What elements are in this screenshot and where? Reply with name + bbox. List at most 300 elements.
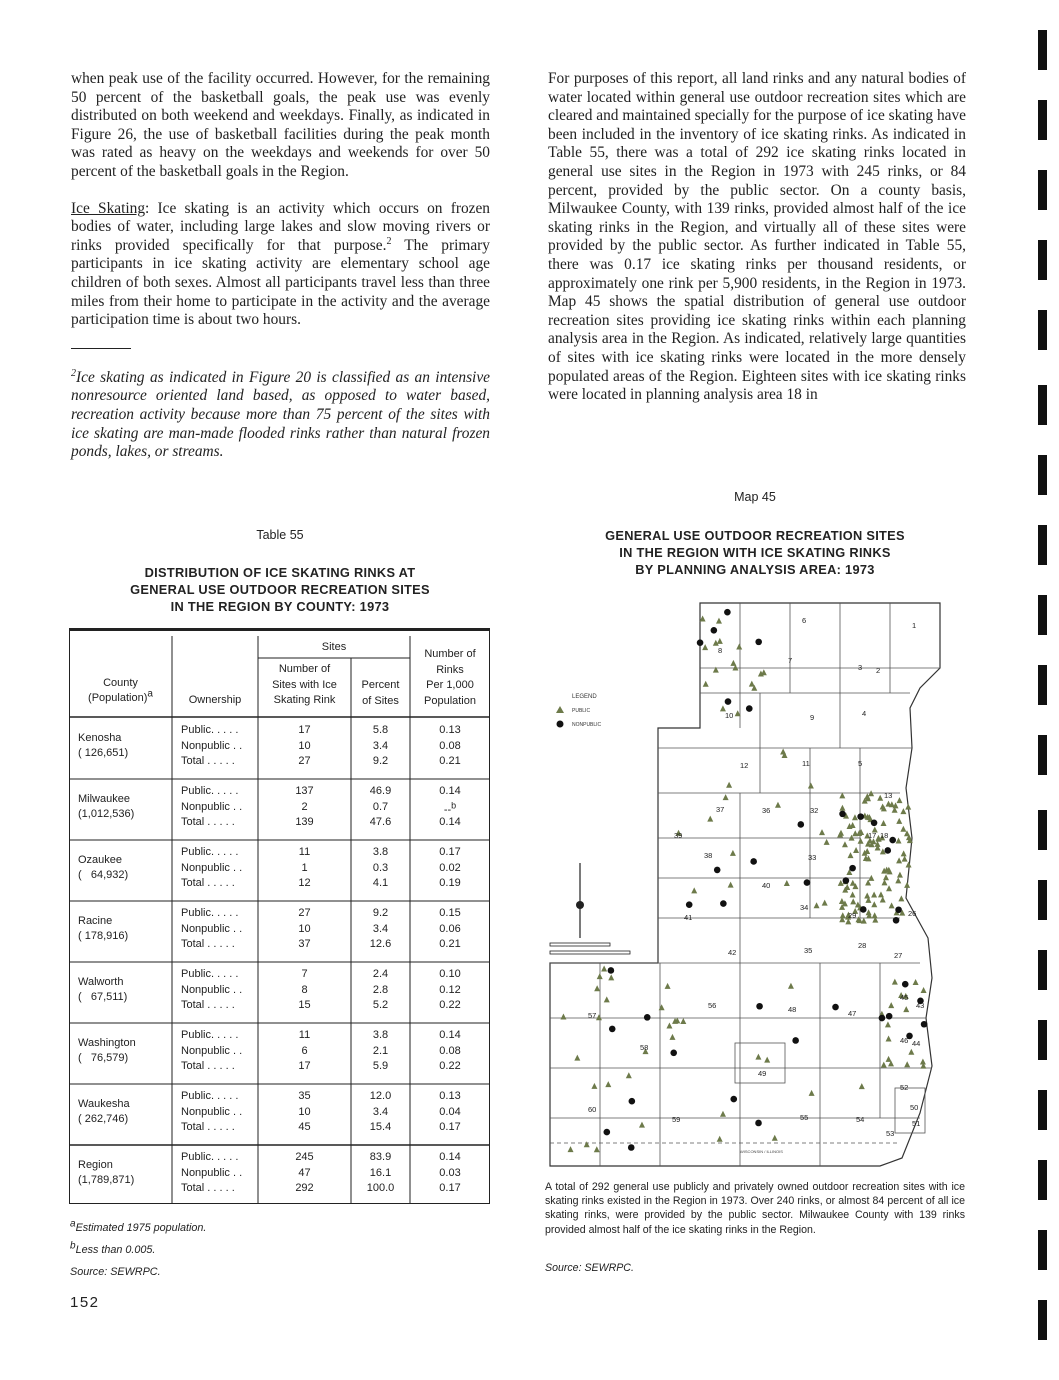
public-site-marker bbox=[921, 987, 927, 993]
area-number-label: 52 bbox=[900, 1083, 909, 1092]
public-site-marker bbox=[852, 814, 858, 820]
sites-cell: 137 bbox=[295, 785, 314, 797]
nonpublic-site-marker bbox=[792, 1037, 799, 1044]
county-population: ( 178,916) bbox=[78, 930, 129, 942]
public-site-marker bbox=[871, 901, 877, 907]
ownership-cell: Public. . . . . bbox=[181, 1029, 239, 1041]
public-site-marker bbox=[881, 1062, 887, 1068]
public-site-marker bbox=[639, 1122, 645, 1128]
public-site-marker bbox=[908, 1049, 914, 1055]
rinks-cell: 0.21 bbox=[439, 938, 461, 950]
area-number-label: 2 bbox=[876, 666, 881, 675]
public-site-marker bbox=[906, 862, 912, 868]
paragraph-inventory: For purposes of this report, all land rinks and any natural bodies of water located within general use outdoor recreation sites which are cleared and maintained specially for the purpose of ice skating have been included in the inventory of ice skating rinks. As indicated in Table 55, there was a total of 292 ice skating rinks located in general use sites in the Region in 1973 with 245 rinks, or 84 percent, provided by the public sector. On a county basis, Milwaukee County, with 139 rinks, provided almost half of the ice skating rinks in the Region, and virtually all of these sites were provided by the public sector. As further indicated in Table 55, there was 0.17 ice skating rinks per thousand residents, or approximately one rink per 5,900 residents, in the Region in 1973. Map 45 shows the spatial distribution of general use outdoor recreation sites providing ice skating rinks within each planning analysis area in the Region. As indicated, relatively large quantities of sites with ice skating rinks were located in the more densely populated areas of the Region. Eighteen sites with ice skating rinks were located in planning analysis area 18 in bbox=[548, 70, 966, 404]
public-site-marker bbox=[858, 838, 864, 844]
nonpublic-site-marker bbox=[714, 867, 721, 874]
rinks-cell: 0.14 bbox=[439, 1029, 461, 1041]
public-site-marker bbox=[713, 667, 719, 673]
public-site-marker bbox=[730, 850, 736, 856]
ownership-cell: Nonpublic . . bbox=[181, 983, 243, 996]
edge-mark bbox=[1038, 950, 1047, 990]
scale-bar bbox=[550, 943, 610, 946]
rinks-cell: 0.10 bbox=[439, 968, 461, 980]
percent-cell: 5.9 bbox=[372, 1060, 389, 1072]
public-site-marker bbox=[889, 902, 895, 908]
ownership-cell: Total . . . . . bbox=[181, 816, 235, 828]
percent-cell: 46.9 bbox=[369, 785, 392, 797]
percent-cell: 15.4 bbox=[369, 1121, 392, 1133]
map-label: Map 45 bbox=[734, 490, 776, 504]
ownership-cell: Total . . . . . bbox=[181, 1182, 235, 1194]
nonpublic-site-marker bbox=[730, 1096, 737, 1103]
header-rinks-per-1000: Number of Rinks Per 1,000 Population bbox=[424, 648, 476, 707]
area-number-label: 40 bbox=[762, 881, 771, 890]
sites-cell: 7 bbox=[301, 968, 308, 980]
area-number-label: 60 bbox=[588, 1105, 597, 1114]
county-name: Region bbox=[78, 1159, 113, 1171]
public-site-marker bbox=[728, 882, 734, 888]
nonpublic-site-marker bbox=[893, 917, 900, 924]
public-site-marker bbox=[596, 1014, 602, 1020]
nonpublic-site-marker bbox=[860, 906, 867, 913]
sites-cell: 10 bbox=[298, 922, 311, 935]
percent-cell: 9.2 bbox=[372, 755, 389, 767]
nonpublic-site-marker bbox=[879, 1015, 886, 1022]
area-number-label: 12 bbox=[740, 761, 749, 770]
public-site-marker bbox=[717, 1136, 723, 1142]
public-site-marker bbox=[852, 830, 858, 836]
area-number-label: 44 bbox=[912, 1039, 921, 1048]
nonpublic-site-marker bbox=[670, 1050, 677, 1057]
county-population: ( 262,746) bbox=[78, 1113, 129, 1125]
nonpublic-site-marker bbox=[839, 811, 846, 818]
public-site-marker bbox=[881, 820, 887, 826]
map-area-labels bbox=[588, 616, 924, 1138]
rinks-cell: 0.14 bbox=[439, 785, 461, 797]
area-number-label: 3 bbox=[858, 663, 863, 672]
public-site-marker bbox=[900, 826, 906, 832]
area-number-label: 18 bbox=[880, 831, 889, 840]
public-site-marker bbox=[895, 877, 901, 883]
ownership-cell: Total . . . . . bbox=[181, 877, 235, 889]
nonpublic-site-marker bbox=[921, 1021, 928, 1028]
county-name: Kenosha bbox=[78, 732, 122, 744]
area-number-label: 1 bbox=[912, 621, 917, 630]
area-number-label: 4 bbox=[862, 709, 867, 718]
paragraph-ice-skating: Ice Skating: Ice skating is an activity which occurs on frozen bodies of water, including large lakes and slow moving rivers or rinks provided specifically for that purpose.$^2$ The primary participants in ice skating activity are elementary school age children of both sexes. Almost all participants travel less than three miles from their home to participate in the activity and the average participation time is about two hours. bbox=[71, 199, 490, 329]
percent-cell: 2.4 bbox=[372, 968, 389, 980]
rinks-cell: 0.08 bbox=[439, 739, 461, 752]
area-number-label: 29 bbox=[848, 911, 857, 920]
sites-cell: 10 bbox=[298, 739, 311, 752]
nonpublic-site-marker bbox=[725, 698, 732, 705]
percent-cell: 3.8 bbox=[372, 846, 389, 858]
nonpublic-site-marker bbox=[884, 847, 891, 854]
sites-cell: 17 bbox=[298, 724, 311, 736]
public-site-marker bbox=[730, 660, 736, 666]
edge-mark bbox=[1038, 1300, 1047, 1340]
area-number-label: 59 bbox=[672, 1115, 681, 1124]
nonpublic-site-marker bbox=[755, 1120, 762, 1127]
edge-mark bbox=[1038, 525, 1047, 565]
rinks-cell: 0.02 bbox=[439, 861, 461, 874]
public-site-marker bbox=[853, 847, 859, 853]
nonpublic-site-marker bbox=[902, 981, 909, 988]
public-site-marker bbox=[814, 902, 820, 908]
county-population: ( 64,932) bbox=[78, 869, 129, 881]
rinks-cell: 0.17 bbox=[439, 846, 461, 858]
sites-cell: 27 bbox=[298, 755, 311, 767]
state-line-label: WISCONSIN / ILLINOIS bbox=[740, 1149, 783, 1154]
nonpublic-site-marker bbox=[720, 900, 727, 907]
public-site-marker bbox=[901, 850, 907, 856]
edge-mark bbox=[1038, 1090, 1047, 1130]
public-site-marker bbox=[659, 1004, 665, 1010]
rinks-cell: 0.22 bbox=[439, 999, 461, 1011]
area-number-label: 17 bbox=[868, 831, 877, 840]
map-45 bbox=[540, 598, 970, 1173]
nonpublic-site-marker bbox=[871, 819, 878, 826]
public-site-marker bbox=[680, 1018, 686, 1024]
public-site-marker bbox=[784, 880, 790, 886]
public-site-marker bbox=[669, 1034, 675, 1040]
header-ownership: Ownership bbox=[188, 694, 242, 706]
rinks-cell: 0.13 bbox=[439, 1090, 461, 1102]
public-site-marker bbox=[904, 882, 910, 888]
ownership-cell: Nonpublic . . bbox=[181, 922, 243, 935]
public-site-marker bbox=[604, 996, 610, 1002]
ownership-cell: Public. . . . . bbox=[181, 1151, 239, 1163]
public-site-marker bbox=[560, 1013, 566, 1019]
county-name: Racine bbox=[78, 915, 113, 927]
county-name: Washington bbox=[78, 1037, 136, 1049]
area-number-label: 6 bbox=[802, 616, 807, 625]
public-site-marker bbox=[775, 802, 781, 808]
area-number-label: 36 bbox=[762, 806, 771, 815]
public-site-marker bbox=[848, 852, 854, 858]
percent-cell: 2.1 bbox=[372, 1044, 389, 1057]
public-site-marker bbox=[665, 983, 671, 989]
county-population: ( 67,511) bbox=[78, 991, 128, 1003]
public-site-marker bbox=[877, 795, 883, 801]
public-site-marker bbox=[883, 874, 889, 880]
area-number-label: 13 bbox=[884, 791, 893, 800]
table-notes: $^a$Estimated 1975 population. $^b$Less than 0.005. Source: SEWRPC. bbox=[70, 1217, 206, 1283]
percent-cell: 47.6 bbox=[369, 816, 392, 828]
public-site-marker bbox=[861, 918, 867, 924]
area-number-label: 53 bbox=[886, 1129, 895, 1138]
paragraph-basketball: when peak use of the facility occurred. However, for the remaining 50 percent of the basketball goals, the peak use was evenly distributed on both weekend and weekdays. Finally, as indicated in Figure 26, the use of basketball facilities during the peak month was rated as heavy on the weekdays and weekends for over 50 percent of the basketball goals in the Region. bbox=[71, 70, 490, 180]
public-site-marker bbox=[568, 1146, 574, 1152]
percent-cell: 9.2 bbox=[372, 907, 389, 919]
percent-cell: 5.2 bbox=[372, 999, 389, 1011]
ownership-cell: Nonpublic . . bbox=[181, 1105, 243, 1118]
county-population: (1,012,536) bbox=[78, 808, 135, 820]
public-site-marker bbox=[736, 643, 742, 649]
rinks-cell: --$^b$ bbox=[443, 799, 457, 816]
ownership-cell: Public. . . . . bbox=[181, 785, 239, 797]
rinks-cell: 0.13 bbox=[439, 724, 461, 736]
public-site-marker bbox=[886, 885, 892, 891]
nonpublic-site-marker bbox=[608, 967, 615, 974]
public-site-marker bbox=[896, 818, 902, 824]
rinks-cell: 0.14 bbox=[439, 816, 461, 828]
area-number-label: 58 bbox=[640, 1043, 649, 1052]
sites-cell: 2 bbox=[301, 800, 308, 813]
public-site-marker bbox=[913, 979, 919, 985]
area-number-label: 27 bbox=[894, 951, 903, 960]
percent-cell: 83.9 bbox=[369, 1151, 392, 1163]
rinks-cell: 0.03 bbox=[439, 1166, 461, 1179]
public-site-marker bbox=[574, 1055, 580, 1061]
public-site-marker bbox=[809, 1090, 815, 1096]
area-number-label: 28 bbox=[858, 941, 867, 950]
public-site-marker bbox=[850, 891, 856, 897]
public-site-marker bbox=[772, 1135, 778, 1141]
percent-cell: 3.4 bbox=[372, 922, 389, 935]
nonpublic-site-marker bbox=[849, 865, 856, 872]
edge-mark bbox=[1038, 595, 1047, 635]
sites-cell: 27 bbox=[298, 907, 311, 919]
public-site-marker bbox=[601, 965, 607, 971]
percent-cell: 2.8 bbox=[372, 983, 389, 996]
percent-cell: 0.7 bbox=[372, 800, 389, 813]
rinks-cell: 0.22 bbox=[439, 1060, 461, 1072]
public-site-marker bbox=[850, 880, 856, 886]
public-site-marker bbox=[886, 1036, 892, 1042]
county-name: Milwaukee bbox=[78, 793, 130, 805]
area-number-label: 38 bbox=[704, 851, 713, 860]
edge-mark bbox=[1038, 880, 1047, 920]
ownership-cell: Nonpublic . . bbox=[181, 739, 243, 752]
page-number: 152 bbox=[70, 1294, 100, 1311]
public-site-marker bbox=[902, 856, 908, 862]
public-site-marker bbox=[903, 1006, 909, 1012]
edge-mark bbox=[1038, 385, 1047, 425]
public-site-marker bbox=[764, 1057, 770, 1063]
percent-cell: 12.6 bbox=[369, 938, 392, 950]
table-label: Table 55 bbox=[256, 528, 304, 542]
public-site-marker bbox=[905, 804, 911, 810]
rinks-cell: 0.06 bbox=[439, 922, 461, 935]
ownership-cell: Total . . . . . bbox=[181, 1121, 235, 1133]
sites-cell: 6 bbox=[301, 1044, 308, 1057]
map-caption: A total of 292 general use publicly and privately owned outdoor recreation sites with ice skating rinks existed in the Region in 1973. Over 240 rinks, or almost 84 percent of all ice skating rinks, were provided by the public sector. Milwaukee County with 139 rinks provided almost half of the ice skating rinks in the Region. bbox=[545, 1181, 965, 1236]
sites-cell: 12 bbox=[298, 877, 311, 889]
rinks-cell: 0.17 bbox=[439, 1182, 461, 1194]
table-title: DISTRIBUTION OF ICE SKATING RINKS AT GENERAL USE OUTDOOR RECREATION SITES IN THE REGION BY COUNTY: 1973 bbox=[130, 565, 430, 614]
nonpublic-site-marker bbox=[889, 837, 896, 844]
area-number-label: 57 bbox=[588, 1011, 597, 1020]
public-site-marker bbox=[594, 1146, 600, 1152]
area-number-label: 56 bbox=[708, 1001, 717, 1010]
sites-cell: 47 bbox=[298, 1166, 311, 1179]
sites-cell: 11 bbox=[298, 846, 311, 858]
nonpublic-site-marker bbox=[609, 1026, 616, 1033]
public-site-marker bbox=[897, 797, 903, 803]
public-site-marker bbox=[892, 979, 898, 985]
area-number-label: 7 bbox=[788, 656, 793, 665]
public-site-marker bbox=[723, 794, 729, 800]
ownership-cell: Total . . . . . bbox=[181, 755, 235, 767]
area-number-label: 32 bbox=[810, 806, 819, 815]
area-number-label: 37 bbox=[716, 805, 725, 814]
area-number-label: 47 bbox=[848, 1009, 857, 1018]
edge-mark bbox=[1038, 1020, 1047, 1060]
legend-public-icon bbox=[556, 706, 564, 713]
percent-cell: 4.1 bbox=[372, 877, 389, 889]
public-site-marker bbox=[703, 681, 709, 687]
public-site-marker bbox=[591, 1083, 597, 1089]
rinks-cell: 0.08 bbox=[439, 1044, 461, 1057]
area-number-label: 9 bbox=[810, 713, 815, 722]
area-number-label: 39 bbox=[674, 831, 683, 840]
nonpublic-site-marker bbox=[686, 901, 693, 908]
public-site-marker bbox=[900, 808, 906, 814]
area-number-label: 50 bbox=[910, 1103, 919, 1112]
nonpublic-site-marker bbox=[755, 639, 762, 646]
public-site-marker bbox=[864, 892, 870, 898]
legend-nonpublic-label: NONPUBLIC bbox=[572, 722, 602, 728]
public-site-marker bbox=[819, 829, 825, 835]
ownership-cell: Public. . . . . bbox=[181, 907, 239, 919]
sites-cell: 15 bbox=[298, 999, 311, 1011]
sites-cell: 17 bbox=[298, 1060, 311, 1072]
nonpublic-site-marker bbox=[629, 1098, 636, 1105]
edge-mark bbox=[1038, 1160, 1047, 1200]
public-site-marker bbox=[886, 1056, 892, 1062]
sites-cell: 1 bbox=[301, 861, 308, 874]
percent-cell: 3.4 bbox=[372, 739, 389, 752]
sites-cell: 245 bbox=[295, 1151, 314, 1163]
public-site-marker bbox=[726, 782, 732, 788]
county-name: Waukesha bbox=[78, 1098, 130, 1110]
edge-mark bbox=[1038, 810, 1047, 850]
header-sites: Sites bbox=[321, 641, 347, 653]
sites-cell: 11 bbox=[298, 1029, 311, 1041]
percent-cell: 5.8 bbox=[372, 724, 389, 736]
area-number-label: 45 bbox=[900, 993, 909, 1002]
ownership-cell: Nonpublic . . bbox=[181, 1166, 243, 1179]
area-number-label: 26 bbox=[908, 909, 917, 918]
rinks-cell: 0.12 bbox=[439, 983, 461, 996]
sites-cell: 139 bbox=[295, 816, 314, 828]
public-site-marker bbox=[608, 974, 614, 980]
sites-cell: 35 bbox=[298, 1090, 311, 1102]
area-number-label: 41 bbox=[684, 913, 693, 922]
public-site-marker bbox=[666, 1023, 672, 1029]
ownership-cell: Total . . . . . bbox=[181, 938, 235, 950]
public-site-marker bbox=[584, 1141, 590, 1147]
edge-mark bbox=[1038, 30, 1047, 70]
percent-cell: 3.4 bbox=[372, 1105, 389, 1118]
sites-cell: 45 bbox=[298, 1121, 311, 1133]
area-number-label: 10 bbox=[725, 711, 734, 720]
county-name: Ozaukee bbox=[78, 854, 123, 866]
public-site-marker bbox=[597, 973, 603, 979]
percent-cell: 12.0 bbox=[369, 1090, 392, 1102]
edge-mark bbox=[1038, 455, 1047, 495]
header-county: County (Population)$^a$ bbox=[88, 677, 153, 704]
public-site-marker bbox=[691, 887, 697, 893]
area-number-label: 8 bbox=[718, 646, 723, 655]
header-number-of-sites: Number of Sites with Ice Skating Rink bbox=[272, 663, 337, 706]
public-site-marker bbox=[850, 898, 856, 904]
public-site-marker bbox=[717, 638, 723, 644]
footnote: $^2$Ice skating as indicated in Figure 20 is classified as an intensive nonresource oriented land based, as opposed to water based, recreation activity because more than 75 percent of the sites with ice skating are man-made flooded rinks rather than natural frozen ponds, lakes, or streams. bbox=[71, 367, 490, 461]
public-site-marker bbox=[842, 841, 848, 847]
ownership-cell: Nonpublic . . bbox=[181, 1044, 243, 1057]
map-source: Source: SEWRPC. bbox=[545, 1262, 634, 1274]
nonpublic-site-marker bbox=[746, 705, 753, 712]
rinks-cell: 0.21 bbox=[439, 755, 461, 767]
header-percent-of-sites: Percent of Sites bbox=[361, 679, 400, 707]
nonpublic-site-marker bbox=[843, 877, 850, 884]
nonpublic-site-marker bbox=[756, 1003, 763, 1010]
public-site-marker bbox=[822, 900, 828, 906]
percent-cell: 100.0 bbox=[366, 1182, 395, 1194]
edge-mark bbox=[1038, 1230, 1047, 1270]
public-site-marker bbox=[878, 891, 884, 897]
area-number-label: 43 bbox=[916, 1001, 925, 1010]
area-number-label: 34 bbox=[800, 903, 809, 912]
area-number-label: 51 bbox=[912, 1119, 921, 1128]
public-site-marker bbox=[788, 983, 794, 989]
legend-title: LEGEND bbox=[572, 694, 597, 700]
note-b: Less than 0.005. bbox=[75, 1244, 156, 1256]
nonpublic-site-marker bbox=[886, 1013, 893, 1020]
public-site-marker bbox=[839, 805, 845, 811]
area-number-label: 46 bbox=[900, 1036, 909, 1045]
ownership-cell: Nonpublic . . bbox=[181, 800, 243, 813]
section-heading-ice-skating: Ice Skating bbox=[71, 199, 146, 217]
public-site-marker bbox=[880, 897, 886, 903]
rinks-cell: 0.15 bbox=[439, 907, 461, 919]
nonpublic-site-marker bbox=[628, 1144, 635, 1151]
percent-cell: 3.8 bbox=[372, 1029, 389, 1041]
ownership-cell: Public. . . . . bbox=[181, 968, 239, 980]
rinks-cell: 0.04 bbox=[439, 1105, 461, 1118]
sites-cell: 37 bbox=[298, 938, 311, 950]
ownership-cell: Public. . . . . bbox=[181, 1090, 239, 1102]
public-site-marker bbox=[882, 879, 888, 885]
public-site-marker bbox=[898, 895, 904, 901]
edge-mark bbox=[1038, 735, 1047, 775]
nonpublic-site-marker bbox=[644, 1014, 651, 1021]
area-number-label: 33 bbox=[808, 853, 817, 862]
public-site-marker bbox=[897, 872, 903, 878]
county-population: (1,789,871) bbox=[78, 1174, 135, 1186]
county-population: ( 76,579) bbox=[78, 1052, 129, 1064]
nonpublic-site-marker bbox=[804, 879, 811, 886]
nonpublic-site-marker bbox=[724, 609, 731, 616]
ownership-cell: Total . . . . . bbox=[181, 999, 235, 1011]
public-site-marker bbox=[808, 783, 814, 789]
table-source: Source: SEWRPC. bbox=[70, 1266, 161, 1278]
rinks-cell: 0.19 bbox=[439, 877, 461, 889]
county-name: Walworth bbox=[78, 976, 124, 988]
area-number-label: 54 bbox=[856, 1115, 865, 1124]
public-site-marker bbox=[885, 1021, 891, 1027]
public-site-marker bbox=[904, 1061, 910, 1067]
public-site-marker bbox=[755, 1054, 761, 1060]
sites-cell: 10 bbox=[298, 1105, 311, 1118]
nonpublic-site-marker bbox=[797, 821, 804, 828]
public-site-marker bbox=[871, 891, 877, 897]
county-population: ( 126,651) bbox=[78, 747, 129, 759]
area-number-label: 49 bbox=[758, 1069, 767, 1078]
public-site-marker bbox=[594, 985, 600, 991]
